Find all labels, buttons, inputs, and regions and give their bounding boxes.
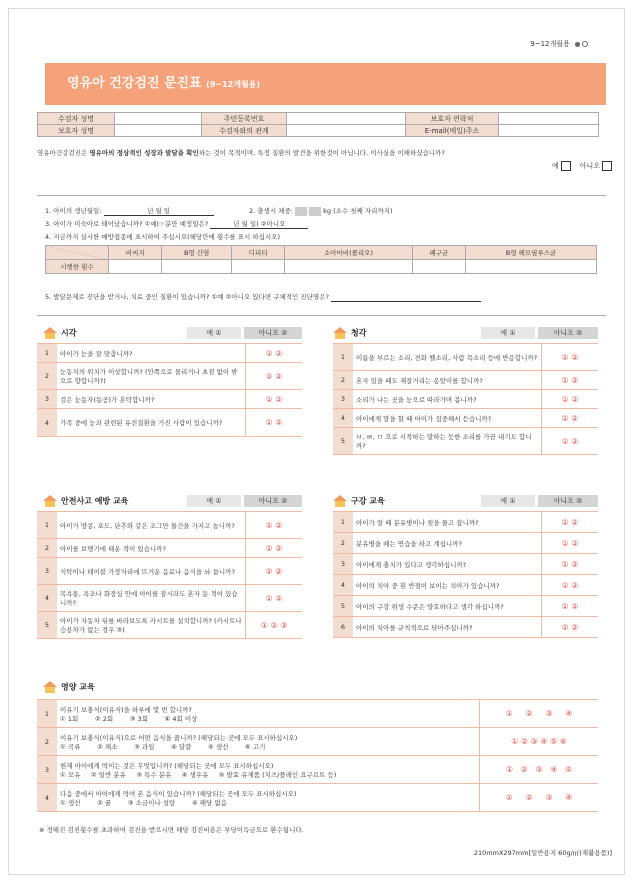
answer-options[interactable]: ① ② — [542, 596, 599, 617]
table-row: 3 소리가 나는 곳을 눈으로 따라가며 봅니까? ① ② — [333, 390, 598, 409]
question-text: 아이가 눈을 잘 맞춥니까? — [57, 344, 246, 363]
answer-options[interactable]: ① ② — [246, 390, 303, 409]
label-guardian-contact: 보호자 연락처 — [406, 113, 499, 125]
nutrition-question-table — [37, 699, 598, 812]
table-row: 4 가족 중에 눈과 관련된 유전질환을 가진 사람이 있습니까? ① ② — [37, 409, 302, 437]
q-premature-label: 3. 아이가 미숙아로 태어났습니까? ①예(☞분만 예정일은? — [45, 220, 209, 228]
vaccine-hib: B형 헤모필루스균 — [466, 246, 597, 260]
vaccine-count-dtp[interactable] — [231, 260, 284, 274]
vaccine-count-pneumococcal[interactable] — [412, 260, 465, 274]
answer-options[interactable]: ① ② — [542, 428, 599, 455]
question-text: 아이에게 말을 할 때 아이가 집중해서 듣습니까? — [353, 409, 542, 428]
table-row: 2 혼자 있을 때도 재잘거리는 옹알이를 합니까? ① ② — [333, 371, 598, 390]
section-oral-title: 구강 교육 — [351, 496, 385, 506]
answer-options[interactable]: ① ② — [246, 409, 303, 437]
answer-options[interactable]: ① ② ③ ④ — [480, 784, 599, 812]
table-row: 1 아이가 눈을 잘 맞춥니까? ① ② — [37, 344, 302, 363]
label-email: E-mail(메일)주소 — [406, 125, 499, 137]
q-birth-weight: 2. 출생시 체중: . kg (소수 첫째 자리까지) — [249, 207, 393, 215]
table-row: 3 현재 아이에게 먹이는 것은 무엇입니까? (해당되는 곳에 모두 표시하십시오) ① 모유 ② 일반 분유 ③ 특수 분유 ④ 생우유 ⑤ 발효 유제품 (치즈/플레인 요구르트 등) ① ② ③ ④ ⑤ — [37, 756, 598, 784]
table-row: 1 아이가 땅콩, 포도, 단추와 같은 조그만 물건을 가지고 놉니까? ① ② — [37, 512, 302, 539]
notice-bold: 영유아의 정상적인 성장과 발달을 확인 — [89, 149, 199, 157]
notice-text — [37, 148, 607, 157]
table-row: 3 식탁이나 테이블 가장자리에 뜨거운 음료나 음식을 놔 둡니까? ① ② — [37, 558, 302, 585]
question-options: ① 곡류 ② 채소 ③ 과일 ④ 달걀 ⑤ 생선 ⑥ 고기 — [60, 742, 266, 751]
table-row: 1 이름을 부르는 소리, 전화 벨소리, 사람 목소리 등에 반응합니까? ① ② — [333, 344, 598, 371]
answer-options[interactable]: ① ② — [246, 344, 303, 363]
question-text: 이유기 보충식(이유식)으로 어떤 음식을 줍니까? (해당되는 곳에 모두 표시하십시오) — [60, 733, 298, 742]
question-options: ① 모유 ② 일반 분유 ③ 특수 분유 ④ 생우유 ⑤ 발효 유제품 (치즈/플레인 요구르트 등) — [60, 770, 337, 779]
question-text: 식탁이나 테이블 가장자리에 뜨거운 음료나 음식을 놔 둡니까? — [57, 558, 246, 585]
oral-question-table — [333, 511, 598, 638]
table-row: 2 분유병을 떼는 연습을 하고 계십니까? ① ② — [333, 533, 598, 554]
section-nutrition-header — [43, 681, 95, 693]
question-text: 이름을 부르는 소리, 전화 벨소리, 사람 목소리 등에 반응합니까? — [353, 344, 542, 371]
answer-options[interactable]: ① ② ③ ④ ⑤ ⑥ — [480, 728, 599, 756]
question-text: 아이를 보행기에 태운 적이 있습니까? — [57, 539, 246, 558]
field-examinee-name[interactable] — [115, 113, 202, 125]
table-row: 5 ㅂ, ㅃ, ㅁ 으로 시작하는 말하는 듯한 소리를 가끔 내기도 합니까? ① ② — [333, 428, 598, 455]
notice-answer — [552, 161, 612, 171]
weight-box-1[interactable] — [295, 207, 307, 216]
question-text: 아이에게 충치가 있다고 생각하십니까? — [353, 554, 542, 575]
question-text: 목욕통, 욕조나 화장실 안에 아이를 잠시라도 혼자 둔 적이 있습니까? — [57, 585, 246, 612]
notice-no-checkbox[interactable] — [602, 161, 612, 171]
page-title: 영유아 건강검진 문진표 — [67, 76, 202, 91]
table-row: 4 목욕통, 욕조나 화장실 안에 아이를 잠시라도 혼자 둔 적이 있습니까? ① ② — [37, 585, 302, 612]
paper-info: 210mmX297mm[일반용지 60g/㎡(재활용품)] — [473, 849, 612, 857]
personal-info-table — [37, 112, 599, 137]
vaccine-polio: 소아마비(폴리오) — [285, 246, 412, 260]
question-text: 아이가 땅콩, 포도, 단추와 같은 조그만 물건을 가지고 놉니까? — [57, 512, 246, 539]
weight-box-2[interactable] — [309, 207, 321, 216]
table-row: 4 아이의 치아 중 흰 반점이 보이는 치아가 있습니까? ① ② — [333, 575, 598, 596]
vaccine-count-bcg[interactable] — [109, 260, 162, 274]
field-guardian-name[interactable] — [115, 125, 202, 137]
answer-options[interactable]: ① ② — [542, 512, 599, 533]
vaccination-table — [45, 245, 597, 274]
table-row: 2 이유기 보충식(이유식)으로 어떤 음식을 줍니까? (해당되는 곳에 모두 표시하십시오) ① 곡류 ② 채소 ③ 과일 ④ 달걀 ⑤ 생선 ⑥ 고기 ① ② ③ ④ ⑤ ⑥ — [37, 728, 598, 756]
question-text: 분유병을 떼는 연습을 하고 계십니까? — [353, 533, 542, 554]
table-row: 3 검은 눈동자(동공)가 혼탁합니까? ① ② — [37, 390, 302, 409]
question-text: 아이의 치아 중 흰 반점이 보이는 치아가 있습니까? — [353, 575, 542, 596]
answer-options[interactable]: ① ② — [542, 409, 599, 428]
field-relationship[interactable] — [287, 125, 406, 137]
footnote: ※ 정해진 검진횟수를 초과하여 검진을 받으시면 해당 검진비용은 부당이득금으로 환수됩니다. — [39, 826, 304, 834]
q-developmental-label: 5. 발달문제로 진단을 받거나, 치료 중인 질환이 있습니까? ①예 ②아니오 있다면 구체적인 진단명은? — [45, 293, 329, 301]
vision-question-table — [37, 343, 302, 437]
q-birthdate-label: 1. 아이의 생년월일: — [45, 207, 102, 215]
oral-yes-header: 예 ① — [481, 495, 535, 507]
label-examinee-name: 수검자 성명 — [38, 113, 115, 125]
page-dot-filled-icon — [575, 42, 580, 47]
answer-options[interactable]: ① ② — [542, 344, 599, 371]
due-date-field[interactable]: 년 월 일) ②아니오 — [210, 219, 308, 229]
notice-yes-label: 예 — [552, 162, 559, 170]
notice-pre: 영유아건강검진은 — [37, 149, 90, 157]
hearing-no-header: 아니오 ② — [538, 327, 598, 339]
birthdate-field[interactable]: 년 월 일 — [104, 206, 214, 216]
section-vision-title: 시각 — [61, 328, 77, 338]
hearing-question-table — [333, 343, 598, 455]
answer-options[interactable]: ① ② ③ ④ ⑤ — [480, 756, 599, 784]
question-text: 다음 중에서 아이에게 먹여 본 음식이 있습니까? (해당되는 곳에 모두 표시하십시오) — [60, 789, 297, 798]
answer-options[interactable]: ① ② — [246, 585, 303, 612]
label-relationship: 수검자와의 관계 — [202, 125, 287, 137]
safety-yes-header: 예 ① — [187, 495, 241, 507]
vaccine-count-polio[interactable] — [285, 260, 412, 274]
answer-options[interactable]: ① ② — [246, 539, 303, 558]
question-text: ㅂ, ㅃ, ㅁ 으로 시작하는 말하는 듯한 소리를 가끔 내기도 합니까? — [353, 428, 542, 455]
q-birthdate — [45, 206, 214, 216]
title-banner — [45, 63, 606, 105]
house-icon — [43, 495, 57, 507]
page-info — [530, 39, 588, 49]
hearing-yes-header: 예 ① — [481, 327, 535, 339]
table-row: 2 눈동자의 위치가 이상합니까? (안쪽으로 몰리거나 초점 없이 밖으로 향합니까?) ① ② — [37, 363, 302, 390]
page-dot-empty-icon — [582, 41, 588, 47]
question-options: ① 1회 ② 2회 ③ 3회 ④ 4회 이상 — [60, 714, 198, 723]
answer-options[interactable]: ① ② ③ — [246, 612, 303, 639]
answer-options[interactable]: ① ② — [542, 617, 599, 638]
safety-no-header: 아니오 ② — [244, 495, 302, 507]
answer-options[interactable]: ① ② — [542, 390, 599, 409]
table-row: 4 다음 중에서 아이에게 먹여 본 음식이 있습니까? (해당되는 곳에 모두 표시하십시오) ① 생선 ② 꿀 ③ 소금이나 설탕 ④ 해당 없음 ① ② ③ ④ — [37, 784, 598, 812]
question-text: 아이가 자동차 뒤를 바라보도록 카시트를 설치합니까? (카시트나 승용차가 없는 경우 ③) — [57, 612, 246, 639]
table-row: 5 아이가 자동차 뒤를 바라보도록 카시트를 설치합니까? (카시트나 승용차가 없는 경우 ③) ① ② ③ — [37, 612, 302, 639]
vaccine-corner-cell — [46, 246, 109, 260]
question-text: 아이의 구강 위생 수준은 양호하다고 생각 하십니까? — [353, 596, 542, 617]
section-safety-title: 안전사고 예방 교육 — [61, 496, 129, 506]
field-email[interactable] — [499, 125, 599, 137]
field-guardian-contact[interactable] — [499, 113, 599, 125]
question-text: 소리가 나는 곳을 눈으로 따라가며 봅니까? — [353, 390, 542, 409]
vaccine-count-hib[interactable] — [466, 260, 597, 274]
vaccine-pneumococcal: 폐구균 — [412, 246, 465, 260]
table-row: 1 아이가 잘 때 분유병이나 젖을 물고 잡니까? ① ② — [333, 512, 598, 533]
question-text: 아이의 치아를 규칙적으로 닦아주십니까? — [353, 617, 542, 638]
vision-no-header: 아니오 ② — [244, 327, 302, 339]
question-text: 눈동자의 위치가 이상합니까? (안쪽으로 몰리거나 초점 없이 밖으로 향합니까?) — [57, 363, 246, 390]
vision-yes-header: 예 ① — [187, 327, 241, 339]
question-text: 혼자 있을 때도 재잘거리는 옹알이를 합니까? — [353, 371, 542, 390]
vaccine-bcg: 비씨지 — [109, 246, 162, 260]
q-developmental — [45, 292, 481, 302]
label-guardian-name: 보호자 성명 — [38, 125, 115, 137]
page-info-text: 9~12개월용 — [530, 40, 570, 48]
vaccine-hepb: B형 간염 — [162, 246, 231, 260]
house-icon — [43, 327, 57, 339]
notice-no-label: 아니오 — [579, 162, 600, 170]
field-resident-number[interactable] — [287, 113, 406, 125]
house-icon — [333, 327, 347, 339]
answer-options[interactable]: ① ② — [542, 575, 599, 596]
section-safety-header — [43, 495, 128, 507]
vaccine-count-label: 시행한 횟수 — [46, 260, 109, 274]
q-premature — [45, 219, 308, 229]
vaccine-dtp: 디피티 — [231, 246, 284, 260]
diagnosis-field[interactable] — [331, 293, 481, 302]
section-vision-header — [43, 327, 76, 339]
question-text: 가족 중에 눈과 관련된 유전질환을 가진 사람이 있습니까? — [57, 409, 246, 437]
answer-options[interactable]: ① ② — [542, 371, 599, 390]
table-row: 4 아이에게 말을 할 때 아이가 집중해서 듣습니까? ① ② — [333, 409, 598, 428]
document-page — [8, 8, 625, 875]
table-row: 2 아이를 보행기에 태운 적이 있습니까? ① ② — [37, 539, 302, 558]
question-text: 현재 아이에게 먹이는 것은 무엇입니까? (해당되는 곳에 모두 표시하십시오) — [60, 761, 274, 770]
notice-post: 하는 것이 목적이며, 특정 질환의 발견을 위한것이 아닙니다. 이사실을 이해하셨습니까? — [198, 149, 445, 157]
notice-yes-checkbox[interactable] — [561, 161, 571, 171]
page-subtitle: (9~12개월용) — [206, 80, 261, 89]
table-row: 1 이유기 보충식(이유식)을 하루에 몇 번 합니까? ① 1회 ② 2회 ③ 3회 ④ 4회 이상 ① ② ③ ④ — [37, 700, 598, 728]
label-resident-number: 주민등록번호 — [202, 113, 287, 125]
section-hearing-header — [333, 327, 366, 339]
table-row: 3 아이에게 충치가 있다고 생각하십니까? ① ② — [333, 554, 598, 575]
answer-options[interactable]: ① ② — [246, 558, 303, 585]
answer-options[interactable]: ① ② ③ ④ — [480, 700, 599, 728]
vaccine-count-hepb[interactable] — [162, 260, 231, 274]
section-nutrition-title: 영양 교육 — [61, 682, 95, 692]
question-text: 이유기 보충식(이유식)을 하루에 몇 번 합니까? — [60, 705, 192, 714]
section-oral-header — [333, 495, 385, 507]
question-text: 검은 눈동자(동공)가 혼탁합니까? — [57, 390, 246, 409]
question-text: 아이가 잘 때 분유병이나 젖을 물고 잡니까? — [353, 512, 542, 533]
question-options: ① 생선 ② 꿀 ③ 소금이나 설탕 ④ 해당 없음 — [60, 798, 227, 807]
answer-options[interactable]: ① ② — [246, 363, 303, 390]
q-birth-weight-label: 2. 출생시 체중: — [249, 207, 293, 215]
safety-question-table — [37, 511, 302, 639]
house-icon — [333, 495, 347, 507]
answer-options[interactable]: ① ② — [542, 554, 599, 575]
q-birth-weight-unit: kg (소수 첫째 자리까지) — [323, 207, 393, 215]
answer-options[interactable]: ① ② — [246, 512, 303, 539]
q-vaccination: 4. 지금까지 실시한 예방접종에 표시하여 주십시오(해당란에 횟수를 표시 하십시오) — [45, 233, 281, 241]
house-icon — [43, 681, 57, 693]
table-row: 6 아이의 치아를 규칙적으로 닦아주십니까? ① ② — [333, 617, 598, 638]
answer-options[interactable]: ① ② — [542, 533, 599, 554]
section-hearing-title: 청각 — [351, 328, 367, 338]
oral-no-header: 아니오 ② — [538, 495, 598, 507]
table-row: 5 아이의 구강 위생 수준은 양호하다고 생각 하십니까? ① ② — [333, 596, 598, 617]
